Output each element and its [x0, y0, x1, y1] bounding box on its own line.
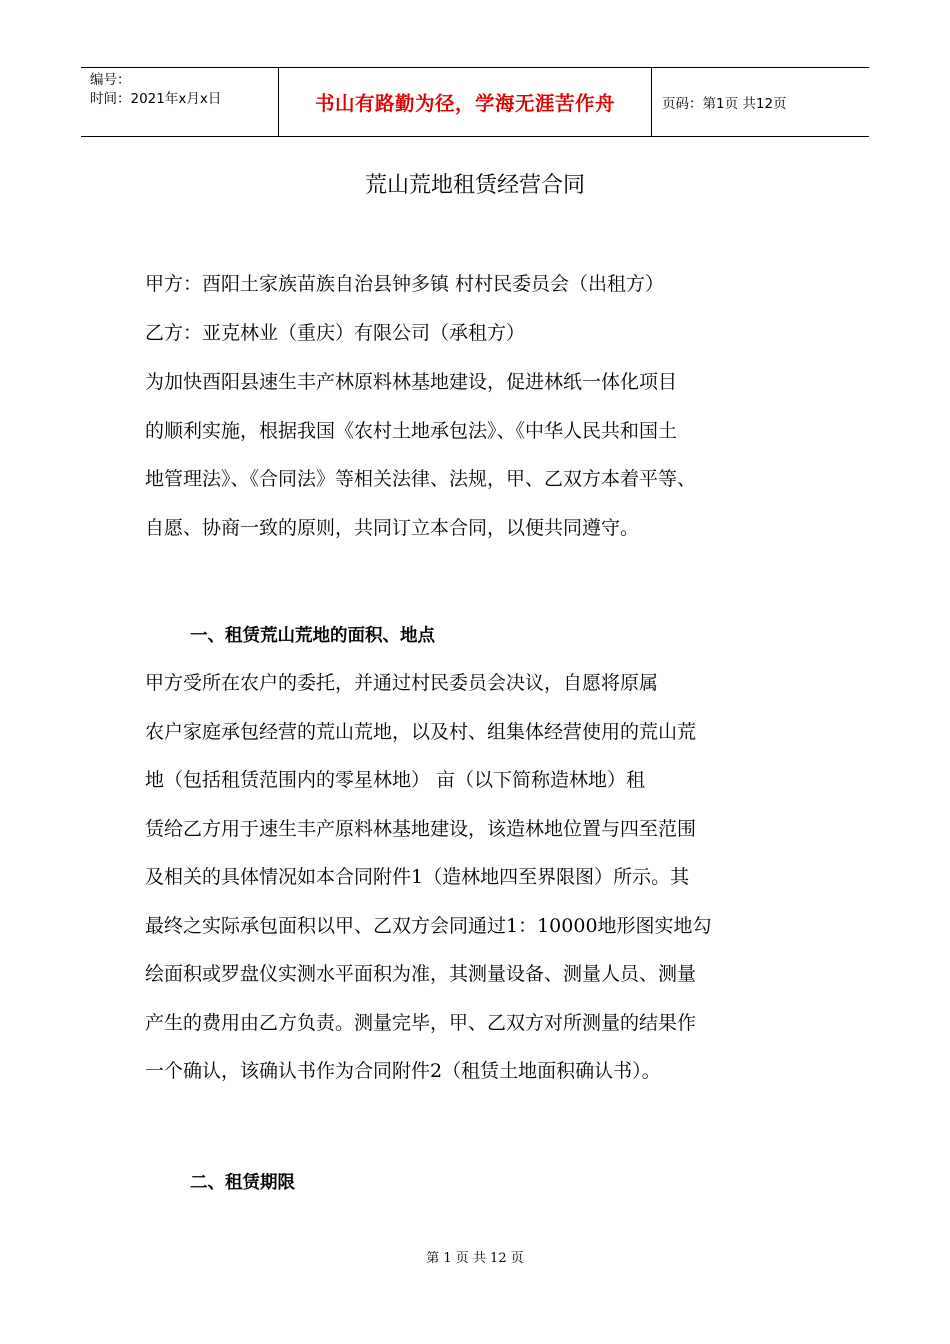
page-footer: 第 1 页 共 12 页	[426, 1251, 524, 1266]
section1-line: 最终之实际承包面积以甲、乙双方会同通过1：10000地形图实地勾	[145, 914, 712, 937]
section1-line: 及相关的具体情况如本合同附件1（造林地四至界限图）所示。其	[145, 866, 690, 888]
document-title: 荒山荒地租赁经营合同	[364, 173, 585, 198]
section1-line: 地（包括租赁范围内的零星林地） 亩（以下简称造林地）租	[145, 769, 646, 791]
section1-line: 产生的费用由乙方负责。测量完毕，甲、乙双方对所测量的结果作	[145, 1011, 697, 1034]
preamble-line: 自愿、协商一致的原则，共同订立本合同，以便共同遵守。	[145, 516, 640, 539]
header-page-info: 页码：第1页 共12页	[662, 96, 787, 112]
section1-heading: 一、租赁荒山荒地的面积、地点	[190, 626, 435, 646]
section1-line: 赁给乙方用于速生丰产原料林基地建设，该造林地位置与四至范围	[145, 817, 697, 840]
preamble-paragraph	[145, 358, 825, 552]
section1-line: 农户家庭承包经营的荒山荒地，以及村、组集体经营使用的荒山荒	[145, 720, 697, 743]
party-a: 甲方：酉阳土家族苗族自治县钟多镇 村村民委员会（出租方）	[145, 273, 665, 295]
time-label: 时间：2021年x月x日	[90, 91, 222, 107]
header-meta	[81, 68, 279, 136]
header-motto: 书山有路勤为径，学海无涯苦作舟	[279, 68, 652, 136]
section1-line: 甲方受所在农户的委托，并通过村民委员会决议，自愿将原属	[145, 672, 659, 694]
preamble-line: 为加快酉阳县速生丰产林原料林基地建设，促进林纸一体化项目	[145, 371, 678, 393]
section1-line: 绘面积或罗盘仪实测水平面积为准，其测量设备、测量人员、测量	[145, 963, 697, 985]
section1-line: 一个确认，该确认书作为合同附件2（租赁土地面积确认书）。	[145, 1060, 661, 1082]
page-header	[81, 67, 869, 137]
section2-heading: 二、租赁期限	[190, 1173, 295, 1193]
section1-paragraph	[145, 659, 825, 1096]
number-label: 编号：	[90, 72, 131, 88]
preamble-line: 地管理法》、《合同法》等相关法律、法规，甲、乙双方本着平等、	[145, 468, 697, 490]
parties-block	[145, 260, 825, 357]
preamble-line: 的顺利实施，根据我国《农村土地承包法》、《中华人民共和国土	[145, 419, 678, 442]
party-b: 乙方：亚克林业（重庆）有限公司（承租方）	[145, 321, 526, 344]
